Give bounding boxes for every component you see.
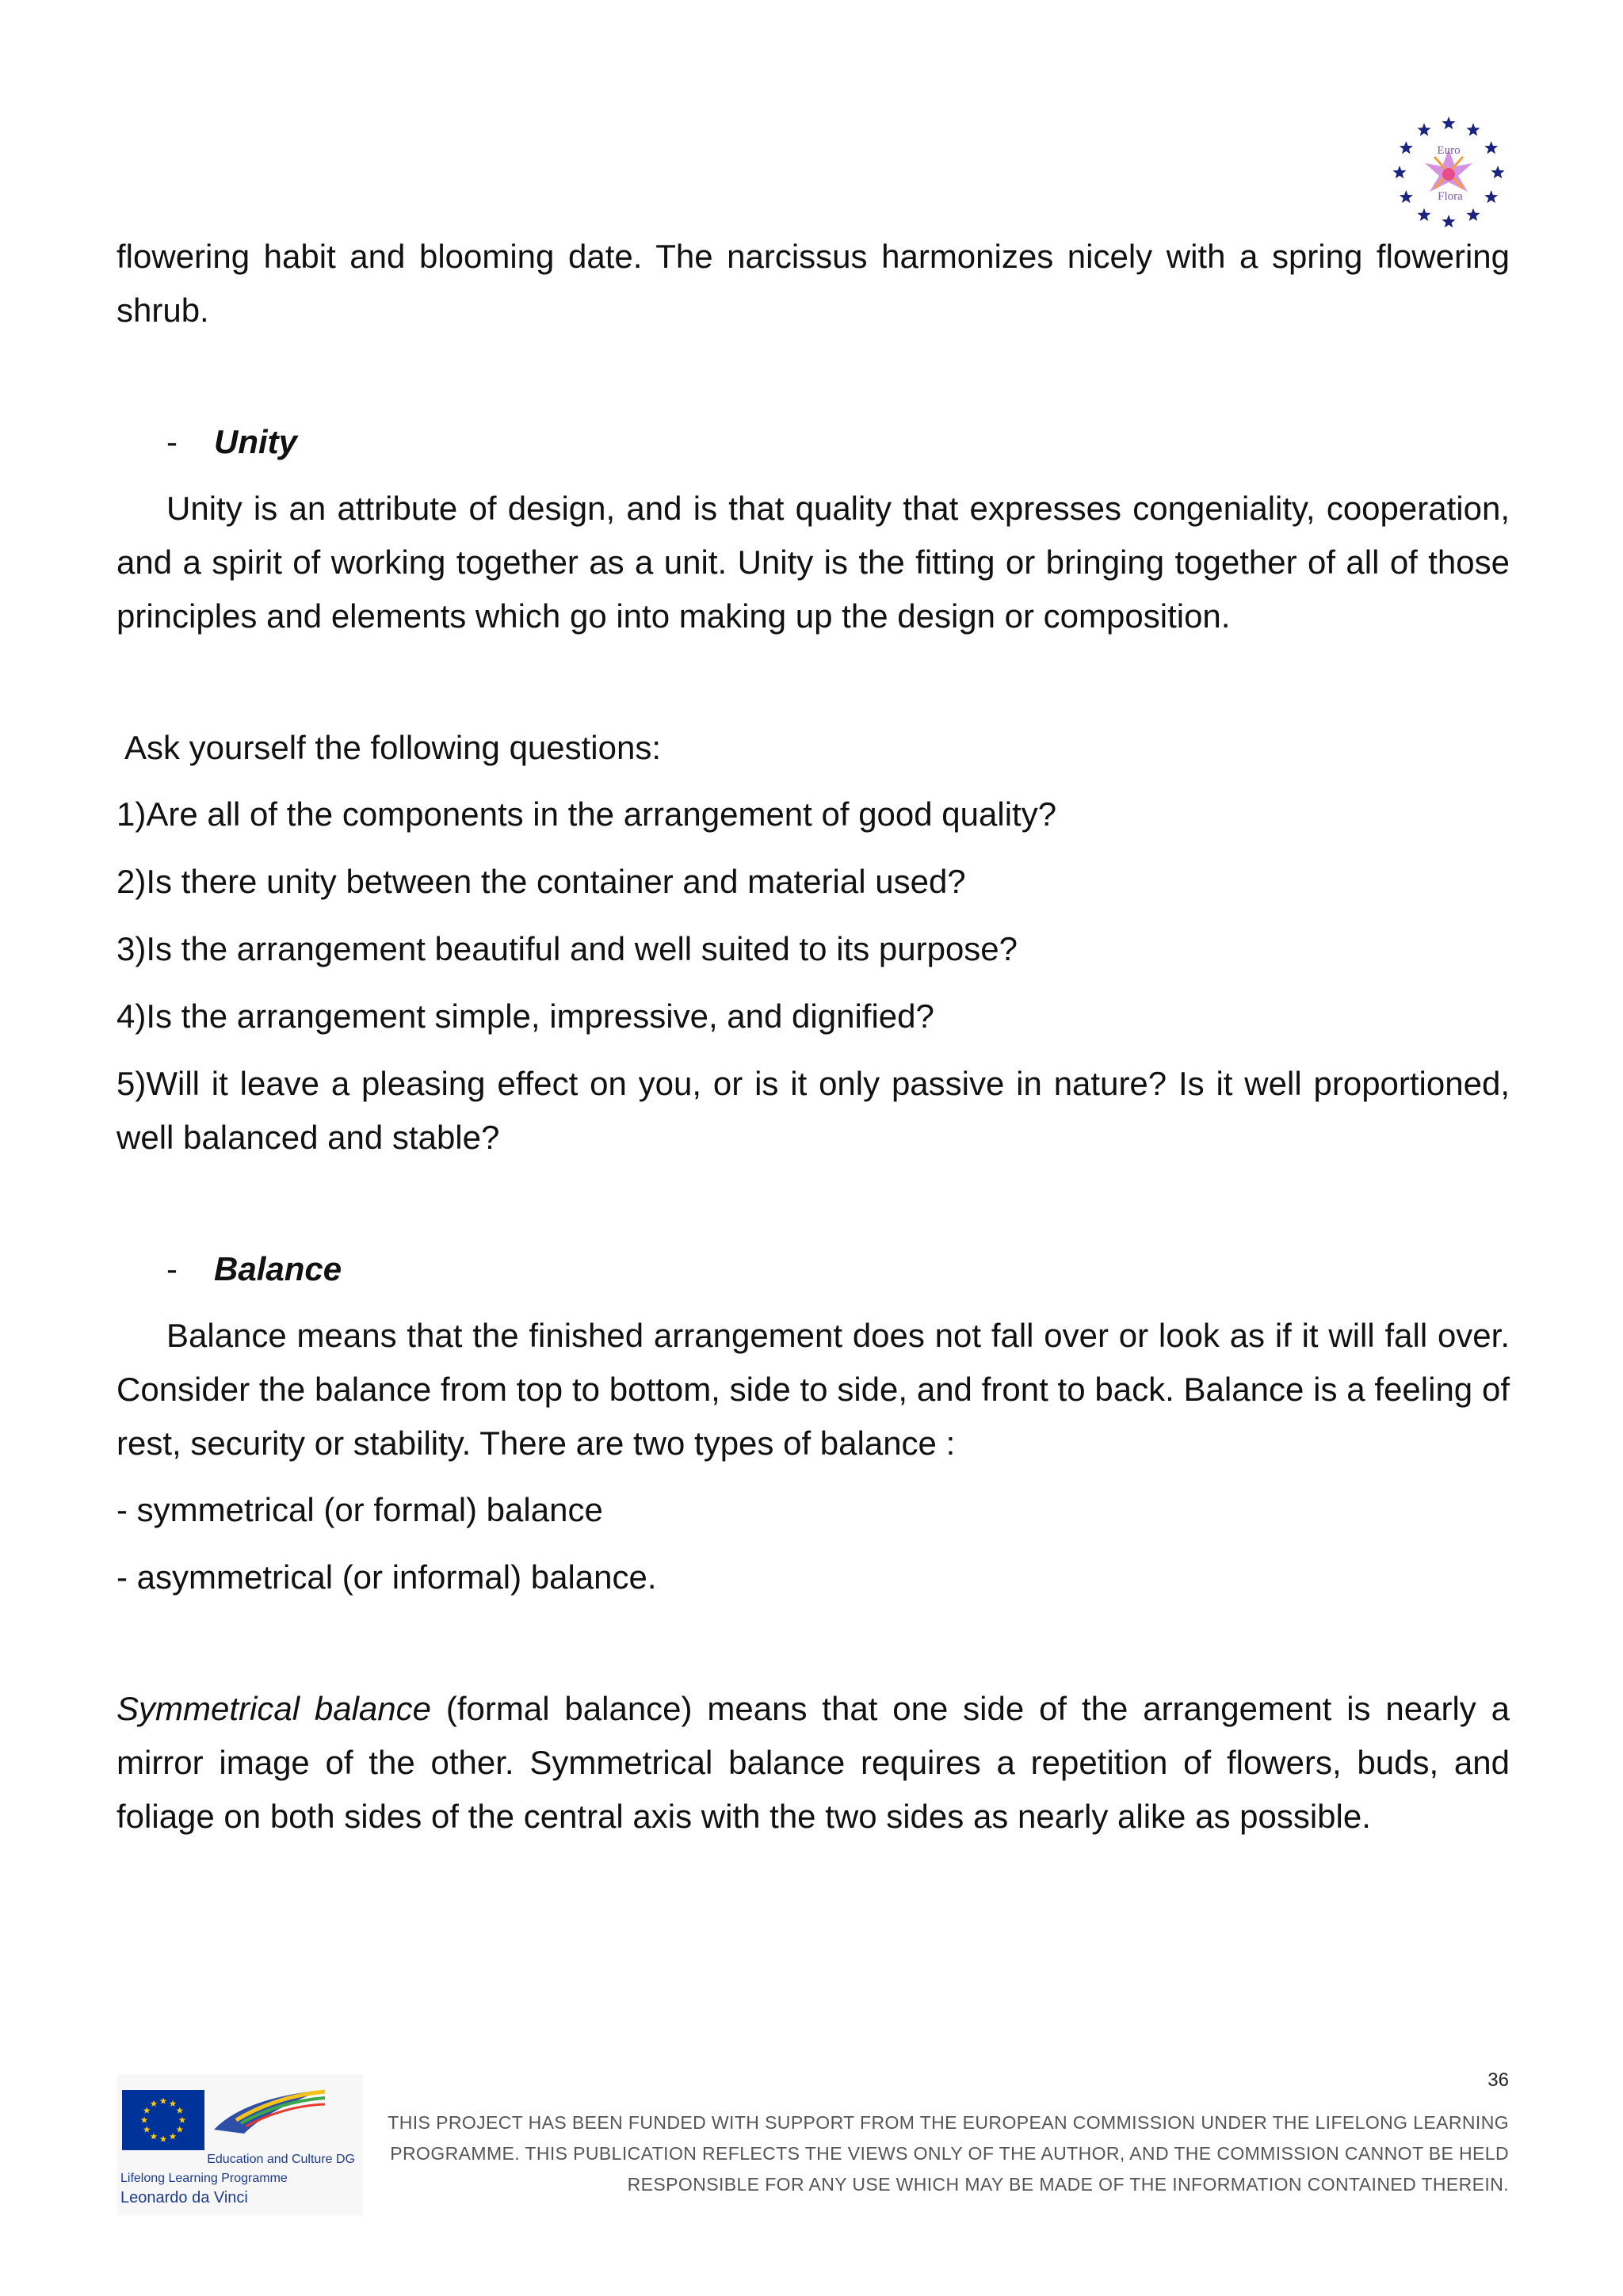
balance-heading <box>116 1242 1510 1296</box>
symmetrical-text: (formal balance) means that one side of the arrangement is nearly a mirror image of the other. Symmetrical balance requires a repetition of flowers, buds, and foliage on both sides of the central axis with the two sides as nearly alike as possible. <box>116 1690 1510 1835</box>
symmetrical-paragraph <box>116 1682 1510 1844</box>
logo-star <box>1417 208 1430 221</box>
logo-star <box>1442 116 1455 129</box>
dg-label: Education and Culture DG <box>207 2153 355 2166</box>
logo-star <box>1484 141 1498 154</box>
balance-heading-text: Balance <box>214 1250 342 1287</box>
question-item: 4)Is the arrangement simple, impressive, and dignified? <box>116 997 934 1035</box>
question-item: 1)Are all of the components in the arrangement of good quality? <box>116 795 1057 833</box>
questions-intro: Ask yourself the following questions: <box>124 729 662 766</box>
logo-star <box>1466 208 1480 221</box>
eu-flag-icon <box>122 2090 204 2150</box>
disclaimer-line: RESPONSIBLE FOR ANY USE WHICH MAY BE MADE OF THE INFORMATION CONTAINED THEREIN. <box>627 2174 1509 2195</box>
question-item: 2)Is there unity between the container and material used? <box>116 863 966 900</box>
logo-star <box>1442 215 1455 227</box>
question-item: 5)Will it leave a pleasing effect on you, or is it only passive in nature? Is it well proportioned, well balanced and stable? <box>116 1065 1510 1156</box>
unity-paragraph: Unity is an attribute of design, and is that quality that expresses congeniality, cooperation, and a spirit of working together as a unit. Unity is the fitting or bringing together of all of those principles and elements which go into making up the design or composition. <box>116 490 1510 635</box>
balance-type-item: - asymmetrical (or informal) balance. <box>116 1558 657 1596</box>
logo-star <box>1400 190 1413 203</box>
heading-dash: - <box>166 423 178 460</box>
euro-flora-logo <box>1385 109 1512 236</box>
logo-star <box>1466 123 1480 135</box>
page-body <box>116 230 1510 1844</box>
funding-disclaimer <box>320 2107 1509 2200</box>
disclaimer-line: THIS PROJECT HAS BEEN FUNDED WITH SUPPORT FROM THE EUROPEAN COMMISSION UNDER THE LIFELONG LEARNING <box>388 2112 1509 2133</box>
logo-star <box>1400 141 1413 154</box>
balance-paragraph: Balance means that the finished arrangement does not fall over or look as if it will fall over. Consider the balance from top to bottom, side to side, and front to back. Balance is a feeling of rest, security or stability. There are two types of balance : <box>116 1317 1510 1462</box>
logo-flora-text: Flora <box>1438 190 1463 203</box>
page-number: 36 <box>1487 2069 1509 2091</box>
logo-star <box>1392 166 1406 178</box>
balance-type-item: - symmetrical (or formal) balance <box>116 1491 603 1528</box>
unity-heading-text: Unity <box>214 423 297 460</box>
intro-paragraph: flowering habit and blooming date. The narcissus harmonizes nicely with a spring flowering shrub. <box>116 238 1510 329</box>
unity-heading <box>116 415 1510 469</box>
programme-label: Lifelong Learning Programme <box>120 2172 288 2185</box>
heading-dash: - <box>166 1250 178 1287</box>
logo-star <box>1417 123 1430 135</box>
logo-star <box>1484 190 1498 203</box>
symmetrical-term: Symmetrical balance <box>116 1690 432 1727</box>
logo-star <box>1491 166 1504 178</box>
logo-euro-text: Euro <box>1437 144 1461 157</box>
questions-list <box>116 788 1510 1165</box>
disclaimer-line: PROGRAMME. THIS PUBLICATION REFLECTS THE VIEWS ONLY OF THE AUTHOR, AND THE COMMISSION CANNOT BE HELD <box>390 2143 1509 2164</box>
leonardo-label: Leonardo da Vinci <box>120 2189 248 2206</box>
question-item: 3)Is the arrangement beautiful and well suited to its purpose? <box>116 930 1018 967</box>
